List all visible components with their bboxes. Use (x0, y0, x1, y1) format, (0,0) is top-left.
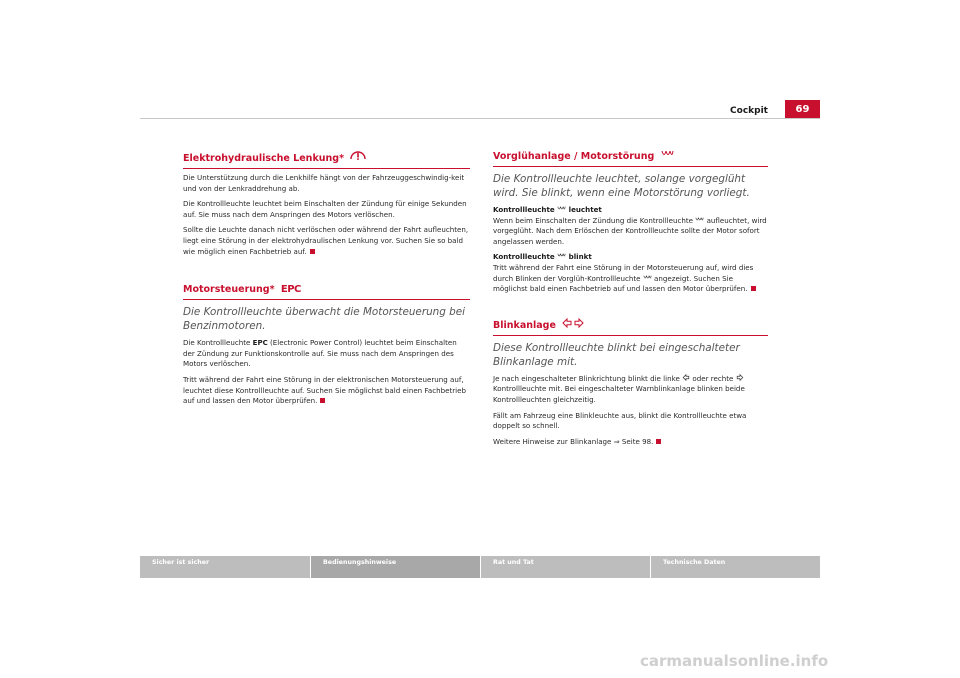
steering-paragraph-2: Die Kontrollleuchte leuchtet beim Einschalten der Zündung für einige Sekunden auf. Sie muss nach dem Anspringen des Motors verlöschen. (183, 199, 467, 219)
section-title-steering: Elektrohydraulische Lenkung* (183, 150, 470, 169)
footer-tab-advice[interactable]: Rat und Tat (481, 556, 650, 578)
end-mark-icon (751, 286, 756, 291)
section-title-turn-signal: Blinkanlage (493, 318, 768, 336)
right-arrow-icon (736, 375, 744, 383)
turn-signal-paragraph-3: Weitere Hinweise zur Blinkanlage ⇒ Seite 98. (493, 437, 768, 448)
engine-control-lead: Die Kontrollleuchte überwacht die Motorsteuerung bei Benzinmotoren. (183, 306, 466, 333)
page-reference-link[interactable]: Seite 98. (621, 436, 654, 446)
glow-plug-icon (695, 217, 704, 225)
left-arrow-icon (682, 375, 690, 383)
glow-plug-icon (557, 206, 566, 214)
end-mark-icon (320, 398, 325, 403)
steering-warning-icon (350, 150, 366, 164)
glow-plug-paragraph-2: Tritt während der Fahrt eine Störung in der Motorsteuerung auf, wird dies durch Blinken der Vorglüh-Kontrollleuchte angezeigt. Suchen Sie möglichst bald einen Fachbetrieb auf und lassen den Motor überprüfen. (493, 263, 768, 295)
glow-plug-icon (661, 150, 674, 162)
end-mark-icon (656, 439, 661, 444)
epc-inline-icon: EPC (252, 339, 268, 348)
engine-control-paragraph-2: Tritt während der Fahrt eine Störung in der elektronischen Motorsteuerung auf, leuchtet diese Kontrollleuchte auf. Suchen Sie möglichst bald einen Fachbetrieb auf und lassen den Motor überprüfen. (183, 374, 467, 406)
footer-navigation (140, 556, 820, 578)
reference-arrow: ⇒ (613, 436, 620, 446)
glow-plug-subhead-lit: Kontrollleuchte leuchtet (493, 205, 602, 214)
turn-signal-icon (562, 318, 584, 331)
left-column (183, 150, 470, 412)
turn-signal-lead: Diese Kontrollleuchte blinkt bei eingeschalteter Blinkanlage mit. (493, 341, 740, 368)
end-mark-icon (310, 249, 315, 254)
footer-tab-safety[interactable]: Sicher ist sicher (140, 556, 310, 578)
section-title-glow-plug: Vorglühanlage / Motorstörung (493, 150, 768, 167)
glow-plug-icon (643, 275, 652, 283)
steering-paragraph-3: Sollte die Leuchte danach nicht verlöschen oder während der Fahrt aufleuchten, liegt eine Störung in der elektrohydraulischen Lenkung vor. Suchen Sie so bald wie möglich einen Fachbetrieb auf. (183, 225, 469, 256)
glow-plug-paragraph-1: Wenn beim Einschalten der Zündung die Kontrollleuchte aufleuchtet, wird vorgeglüht. Nach dem Erlöschen der Kontrollleuchte sollte der Motor sofort angelassen werden. (493, 215, 767, 246)
glow-plug-lead: Die Kontrollleuchte leuchtet, solange vorgeglüht wird. Sie blinkt, wenn eine Motorstörung vorliegt. (493, 173, 750, 199)
header-divider (140, 118, 820, 119)
turn-signal-paragraph-1: Je nach eingeschalteter Blinkrichtung blinkt die linke oder rechte Kontrollleuchte mit. Bei eingeschalteter Warnblinkanlage blinken beide Kontrollleuchten gleichzeitig. (493, 373, 745, 404)
footer-tab-technical[interactable]: Technische Daten (651, 556, 820, 578)
engine-control-paragraph-1: Die Kontrollleuchte EPC (Electronic Power Control) leuchtet beim Einschalten der Zündung zur Funktionskontrolle auf. Sie muss nach dem Anspringen des Motors verlöschen. (183, 338, 457, 369)
glow-plug-icon (557, 253, 566, 261)
right-column (493, 150, 768, 452)
section-title-engine-control: Motorsteuerung* EPC (183, 284, 470, 300)
steering-paragraph-1: Die Unterstützung durch die Lenkhilfe hängt von der Fahrzeuggeschwindig-keit und von der Lenkraddrehung ab. (183, 173, 465, 193)
epc-icon: EPC (280, 284, 301, 296)
turn-signal-paragraph-2: Fällt am Fahrzeug eine Blinkleuchte aus, blinkt die Kontrollleuchte etwa doppelt so schnell. (493, 410, 747, 431)
page-number: 69 (785, 100, 820, 119)
glow-plug-subhead-blink: Kontrollleuchte blinkt (493, 252, 592, 262)
header-title: Cockpit (730, 106, 768, 116)
watermark: carmanualsonline.info (640, 652, 829, 670)
footer-tab-operating[interactable]: Bedienungshinweise (311, 556, 480, 578)
